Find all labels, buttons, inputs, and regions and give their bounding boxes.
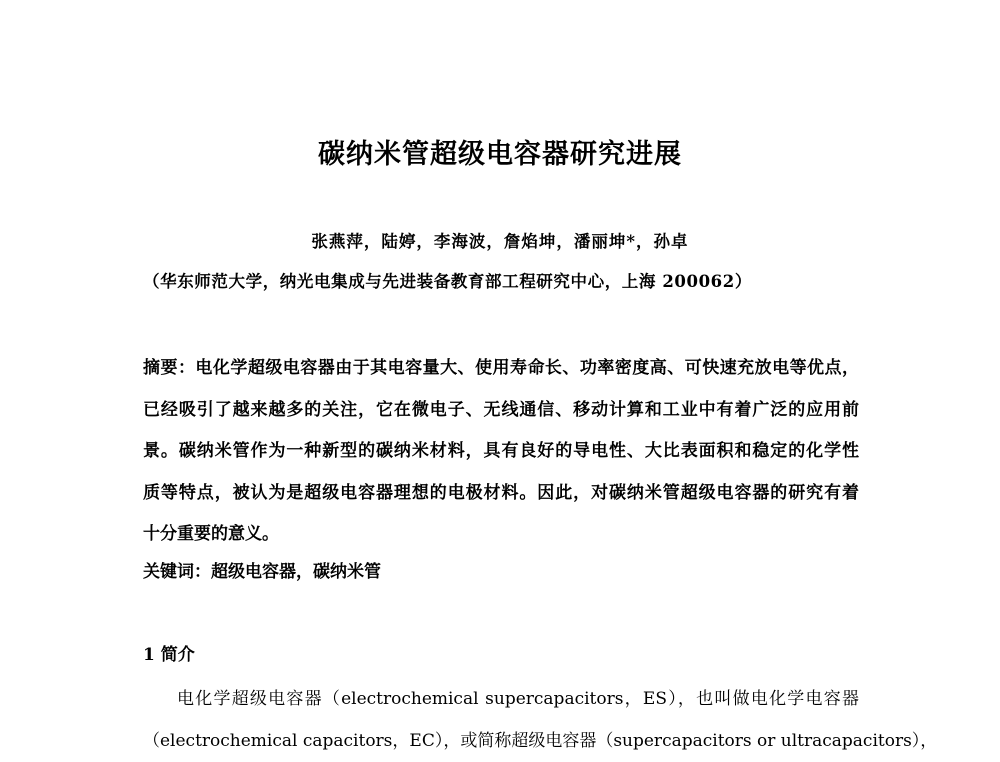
abstract-line: 景。碳纳米管作为一种新型的碳纳米材料，具有良好的导电性、大比表面积和稳定的化学性: [143, 431, 859, 473]
abstract-line: 质等特点，被认为是超级电容器理想的电极材料。因此，对碳纳米管超级电容器的研究有着: [143, 473, 859, 515]
body-line: 电化学超级电容器（electrochemical supercapacitors，ES），也叫做电化学电容器: [143, 679, 859, 721]
keywords: 关键词：超级电容器，碳纳米管: [143, 557, 381, 582]
affiliation: （华东师范大学，纳光电集成与先进装备教育部工程研究中心，上海 200062）: [143, 268, 903, 292]
author-list: 张燕萍，陆婷，李海波，詹焰坤，潘丽坤*，孙卓: [0, 228, 1000, 252]
abstract-line: 摘要：电化学超级电容器由于其电容量大、使用寿命长、功率密度高、可快速充放电等优点，: [143, 348, 859, 390]
abstract-line: 十分重要的意义。: [143, 514, 859, 556]
paper-title: 碳纳米管超级电容器研究进展: [0, 132, 1000, 171]
body-paragraph: [143, 679, 859, 762]
abstract-line: 已经吸引了越来越多的关注，它在微电子、无线通信、移动计算和工业中有着广泛的应用前: [143, 390, 859, 432]
abstract: [143, 348, 859, 556]
section-heading: 1 简介: [143, 640, 195, 665]
body-line: （electrochemical capacitors，EC），或简称超级电容器（supercapacitors or ultracapacitors），: [143, 721, 859, 762]
